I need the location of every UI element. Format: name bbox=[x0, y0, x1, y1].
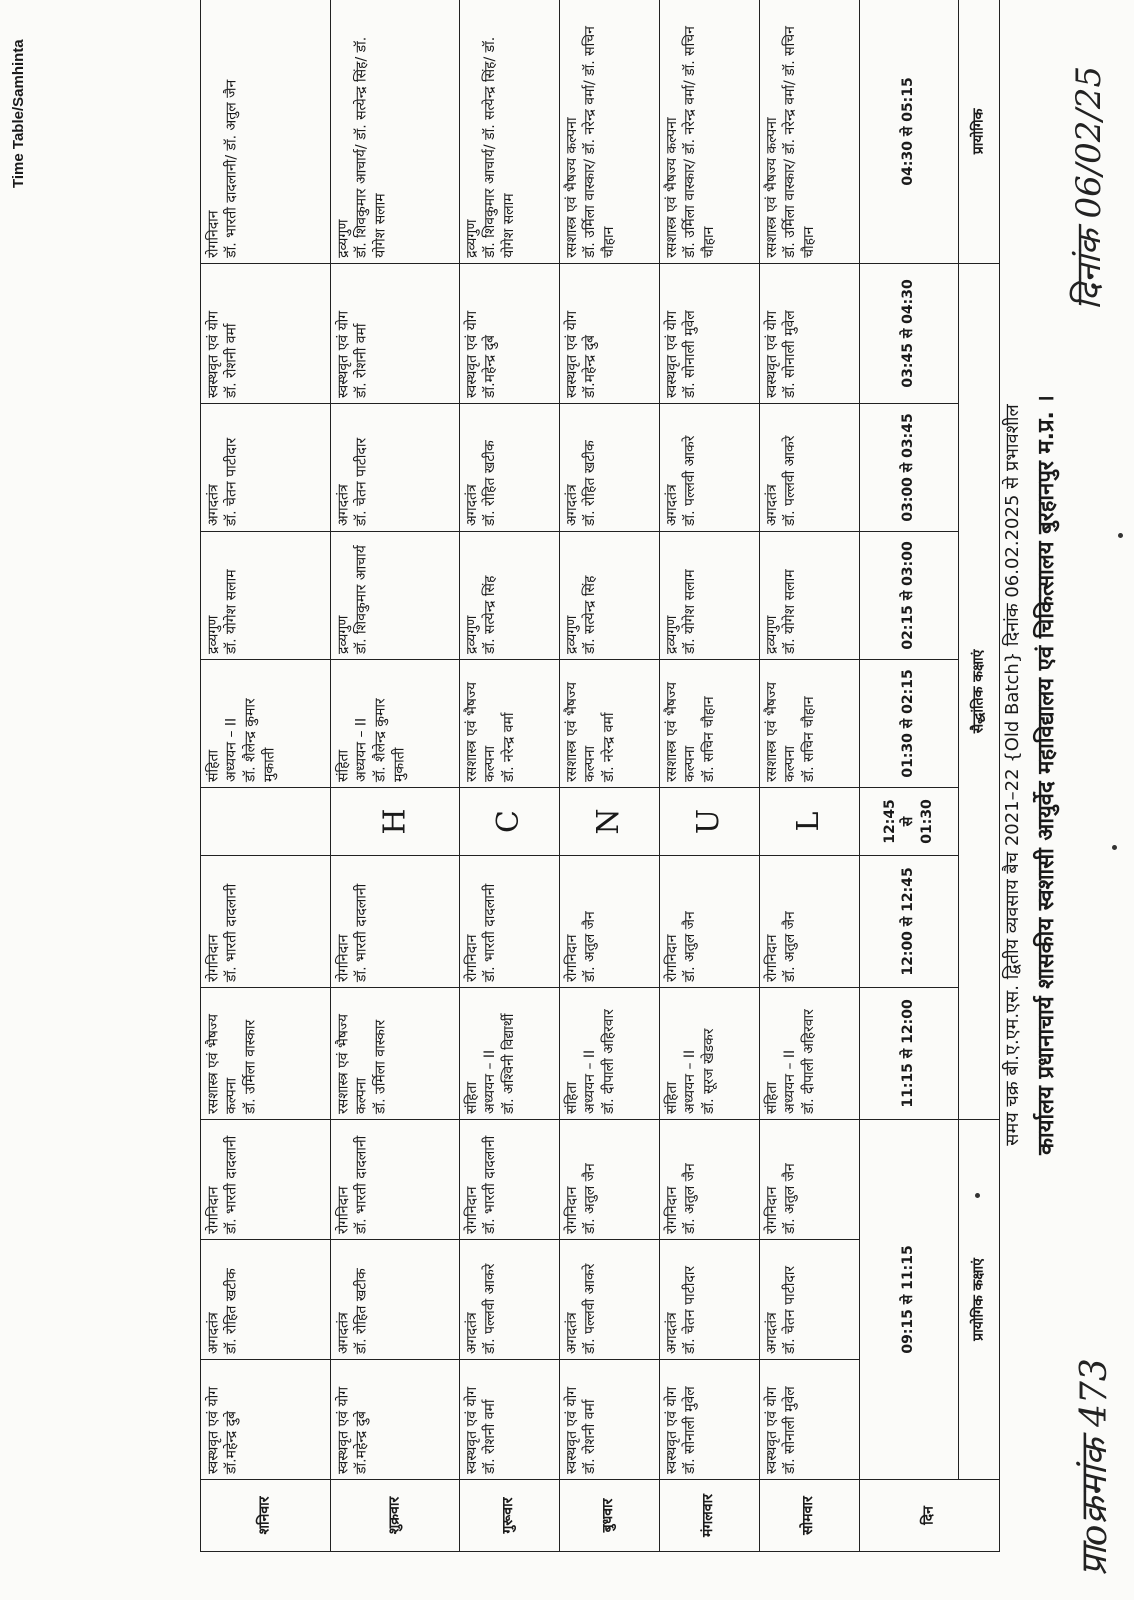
class-line: डॉ. दीपाली अहिरवार bbox=[601, 1009, 618, 1114]
class-line: डॉ.महेन्द्र दुबे bbox=[482, 334, 499, 398]
class-line: संहिता bbox=[563, 1081, 580, 1114]
table-row bbox=[201, 0, 331, 1552]
lunch-cell bbox=[201, 787, 331, 855]
class-line: डॉ. उर्मिला वास्कार/ डॉ. नरेन्द्र वर्मा/ डॉ. सचिन चौहान bbox=[782, 26, 818, 258]
class-line: डॉ. सूरज खेडकर bbox=[701, 1028, 718, 1114]
class-cell bbox=[201, 531, 331, 659]
class-line: रोगनिदान bbox=[763, 934, 780, 982]
class-line: स्वस्थवृत एवं योग bbox=[205, 310, 221, 398]
class-line: डॉ. रोशनी वर्मा bbox=[223, 323, 240, 398]
class-line: डॉ. अतुल जैन bbox=[682, 911, 699, 982]
class-line: डॉ. पल्लवी आकरे bbox=[782, 435, 799, 526]
class-line: डॉ. भारती दादलानी bbox=[353, 1135, 370, 1234]
lunch-cell: H bbox=[330, 787, 460, 855]
class-cell bbox=[559, 987, 659, 1119]
class-line: डॉ. दीपाली अहिरवार bbox=[801, 1009, 818, 1114]
class-line: संहिता bbox=[205, 749, 221, 782]
class-cell bbox=[659, 659, 759, 787]
class-line: डॉ. सोनाली मुवेल bbox=[782, 310, 799, 398]
class-line: स्वस्थवृत एवं योग bbox=[334, 1386, 351, 1474]
class-line: अगदतंत्र bbox=[464, 1312, 481, 1354]
class-line: डॉ. पल्लवी आकरे bbox=[682, 435, 699, 526]
class-line: डॉ. योगेश सलाम bbox=[682, 569, 699, 654]
class-cell bbox=[759, 1119, 859, 1239]
class-line: डॉ. रोशनी वर्मा bbox=[482, 1399, 499, 1474]
class-line: डॉ. सोनाली मुवेल bbox=[682, 310, 699, 398]
day-cell: बुधवार bbox=[559, 1480, 659, 1552]
class-line: डॉ. चेतन पाटीदार bbox=[682, 1265, 699, 1354]
class-line: अगदतंत्र bbox=[334, 484, 351, 526]
class-cell bbox=[759, 1360, 859, 1480]
class-line: स्वस्थवृत एवं योग bbox=[205, 1386, 221, 1474]
class-line: रसशास्त्र एवं भैषज्य कल्पना bbox=[205, 1013, 240, 1114]
class-cell bbox=[559, 1119, 659, 1239]
class-line: डॉ. योगेश सलाम bbox=[223, 569, 240, 654]
class-line: अगदतंत्र bbox=[205, 1312, 221, 1354]
class-cell bbox=[460, 0, 560, 263]
speck bbox=[1118, 533, 1123, 538]
office-title: कार्यालय प्रधानाचार्य शासकीय स्वशासी आयुर्वेद महाविद्यालय एवं चिकित्सालय बुरहानपुर म.प्र. । bbox=[1034, 395, 1059, 1155]
slot-header: 03:45 से 04:30 bbox=[859, 263, 959, 403]
class-cell bbox=[201, 263, 331, 403]
day-cell: मंगलवार bbox=[659, 1480, 759, 1552]
class-line: डॉ. नरेन्द्र वर्मा bbox=[601, 712, 618, 782]
class-line: डॉ. सत्येन्द्र सिंह bbox=[482, 575, 499, 654]
class-line: रोगनिदान bbox=[464, 934, 481, 982]
class-cell bbox=[330, 531, 460, 659]
class-cell bbox=[460, 855, 560, 987]
class-line: द्रव्यगुण bbox=[334, 615, 351, 654]
day-cell: शनिवार bbox=[201, 1480, 331, 1552]
class-line: डॉ. भारती दादलानी bbox=[353, 883, 370, 982]
class-cell bbox=[330, 855, 460, 987]
class-line: रोगनिदान bbox=[205, 1186, 221, 1234]
class-cell bbox=[759, 0, 859, 263]
slot-header: 11:15 से 12:00 bbox=[859, 987, 959, 1119]
class-line: स्वस्थवृत एवं योग bbox=[334, 310, 351, 398]
class-cell bbox=[659, 1119, 759, 1239]
class-line: डॉ. शैलेन्द्र कुमार मुकाती bbox=[372, 698, 408, 782]
class-line: डॉ. अश्विनी विद्यार्थी bbox=[501, 1013, 518, 1114]
class-line: स्वस्थवृत एवं योग bbox=[464, 310, 481, 398]
class-line: द्रव्यगुण bbox=[663, 615, 680, 654]
class-line: डॉ. उर्मिला वास्कार bbox=[372, 1019, 389, 1114]
class-line: डॉ. योगेश सलाम bbox=[782, 569, 799, 654]
class-line: डॉ. रोहित खटीक bbox=[353, 1268, 370, 1354]
class-cell bbox=[659, 987, 759, 1119]
practical-header: प्रायोगिक कक्षाएं bbox=[959, 1119, 1000, 1479]
class-cell bbox=[659, 0, 759, 263]
class-line: रोगनिदान bbox=[205, 210, 221, 258]
class-line: डॉ. रोहित खटीक bbox=[223, 1268, 240, 1354]
class-line: डॉ. रोहित खटीक bbox=[482, 440, 499, 526]
class-line: डॉ. अतुल जैन bbox=[782, 911, 799, 982]
class-cell bbox=[330, 1240, 460, 1360]
class-line: स्वस्थवृत एवं योग bbox=[563, 1386, 580, 1474]
class-cell bbox=[759, 855, 859, 987]
class-line: डॉ.महेन्द्र दुबे bbox=[223, 1410, 240, 1474]
class-line: डॉ. पल्लवी आकरे bbox=[582, 1263, 599, 1354]
class-cell bbox=[559, 0, 659, 263]
class-line: डॉ. नरेन्द्र वर्मा bbox=[501, 712, 518, 782]
day-cell: शुक्रवार bbox=[330, 1480, 460, 1552]
class-line: डॉ. सत्येन्द्र सिंह bbox=[582, 575, 599, 654]
class-line: अध्ययन – II bbox=[682, 1049, 699, 1114]
class-line: डॉ. भारती दादलानी bbox=[482, 883, 499, 982]
class-line: डॉ. रोशनी वर्मा bbox=[582, 1399, 599, 1474]
class-line: डॉ. भारती दादलानी/ डॉ. अतुल जैन bbox=[223, 79, 240, 258]
class-cell bbox=[330, 403, 460, 531]
lunch-cell: N bbox=[559, 787, 659, 855]
class-line: डॉ. सचिन चौहान bbox=[701, 696, 718, 782]
class-line: डॉ. पल्लवी आकरे bbox=[482, 1263, 499, 1354]
class-line: रसशास्त्र एवं भैषज्य कल्पना bbox=[663, 681, 699, 782]
class-cell bbox=[559, 531, 659, 659]
class-line: रसशास्त्र एवं भैषज्य कल्पना bbox=[563, 681, 599, 782]
class-line: डॉ. भारती दादलानी bbox=[482, 1135, 499, 1234]
class-cell bbox=[330, 263, 460, 403]
class-line: डॉ.महेन्द्र दुबे bbox=[353, 1410, 370, 1474]
class-cell bbox=[460, 987, 560, 1119]
class-line: द्रव्यगुण bbox=[464, 219, 481, 258]
class-cell bbox=[460, 263, 560, 403]
timetable-subtitle: समय चक्र बी.ए.एम.एस. द्वितीय व्यवसाय बैच 2021–22 {Old Batch} दिनांक 06.02.2025 से प्रभावशील bbox=[1002, 404, 1023, 1146]
class-line: रसशास्त्र एवं भैषज्य कल्पना bbox=[763, 681, 799, 782]
slot-header: 03:00 से 03:45 bbox=[859, 403, 959, 531]
class-line: डॉ. अतुल जैन bbox=[582, 911, 599, 982]
class-line: द्रव्यगुण bbox=[763, 615, 780, 654]
class-cell bbox=[659, 1360, 759, 1480]
class-cell bbox=[460, 1240, 560, 1360]
class-line: डॉ. शिवकुमार आचार्य/ डॉ. सत्येन्द्र सिंह/ डॉ. योगेश सलाम bbox=[482, 36, 518, 258]
class-cell bbox=[460, 659, 560, 787]
class-line: अगदतंत्र bbox=[763, 1312, 780, 1354]
class-cell bbox=[659, 531, 759, 659]
class-cell bbox=[201, 403, 331, 531]
class-line: डॉ. चेतन पाटीदार bbox=[782, 1265, 799, 1354]
class-cell bbox=[559, 1240, 659, 1360]
class-cell bbox=[330, 1360, 460, 1480]
class-line: रसशास्त्र एवं भैषज्य कल्पना bbox=[663, 117, 680, 258]
lunch-cell: C bbox=[460, 787, 560, 855]
class-cell bbox=[759, 987, 859, 1119]
class-cell bbox=[330, 659, 460, 787]
day-header: दिन bbox=[859, 1480, 999, 1552]
class-line: डॉ. शिवकुमार आचार्य/ डॉ. सत्येन्द्र सिंह/ डॉ. योगेश सलाम bbox=[353, 36, 389, 258]
slot-header: 12:00 से 12:45 bbox=[859, 855, 959, 987]
class-line: रोगनिदान bbox=[334, 934, 351, 982]
class-cell bbox=[330, 987, 460, 1119]
class-cell bbox=[559, 403, 659, 531]
class-line: द्रव्यगुण bbox=[334, 219, 351, 258]
class-line: द्रव्यगुण bbox=[205, 615, 221, 654]
class-line: अगदतंत्र bbox=[563, 1312, 580, 1354]
slot-header: 12:45 से 01:30 bbox=[859, 787, 959, 855]
class-cell bbox=[460, 403, 560, 531]
class-cell bbox=[201, 855, 331, 987]
class-line: डॉ. भारती दादलानी bbox=[223, 1135, 240, 1234]
class-line: डॉ. सोनाली मुवेल bbox=[682, 1386, 699, 1474]
table-row bbox=[759, 0, 859, 1552]
class-cell bbox=[759, 263, 859, 403]
class-line: अध्ययन – II bbox=[582, 1049, 599, 1114]
class-line: अगदतंत्र bbox=[563, 484, 580, 526]
class-cell bbox=[759, 659, 859, 787]
practical-last-header: प्रायोगिक bbox=[959, 0, 1000, 263]
class-cell bbox=[659, 403, 759, 531]
class-cell bbox=[559, 659, 659, 787]
class-line: डॉ. उर्मिला वास्कार/ डॉ. नरेन्द्र वर्मा/ डॉ. सचिन चौहान bbox=[582, 26, 618, 258]
class-cell bbox=[759, 531, 859, 659]
class-cell bbox=[559, 855, 659, 987]
theory-header: सैद्धांतिक कक्षाएं bbox=[959, 263, 1000, 1119]
class-line: रसशास्त्र एवं भैषज्य कल्पना bbox=[563, 117, 580, 258]
class-cell bbox=[759, 403, 859, 531]
class-line: रोगनिदान bbox=[763, 1186, 780, 1234]
class-line: स्वस्थवृत एवं योग bbox=[763, 1386, 780, 1474]
slot-header: 04:30 से 05:15 bbox=[859, 0, 959, 263]
class-line: रसशास्त्र एवं भैषज्य कल्पना bbox=[334, 1013, 370, 1114]
table-row bbox=[659, 0, 759, 1552]
class-cell bbox=[201, 1240, 331, 1360]
class-cell bbox=[759, 1240, 859, 1360]
class-line: डॉ. उर्मिला वास्कार/ डॉ. नरेन्द्र वर्मा/ डॉ. सचिन चौहान bbox=[682, 26, 718, 258]
class-cell bbox=[330, 0, 460, 263]
class-line: डॉ. अतुल जैन bbox=[782, 1163, 799, 1234]
class-cell bbox=[201, 1119, 331, 1239]
class-line: डॉ. सोनाली मुवेल bbox=[782, 1386, 799, 1474]
class-line: डॉ. उर्मिला वास्कार bbox=[242, 1019, 259, 1114]
class-line: स्वस्थवृत एवं योग bbox=[663, 1386, 680, 1474]
class-cell bbox=[201, 0, 331, 263]
class-line: रोगनिदान bbox=[205, 934, 221, 982]
class-line: डॉ. रोहित खटीक bbox=[582, 440, 599, 526]
handwritten-reference-number: प्राoक्रमांक 473 bbox=[1074, 1358, 1115, 1576]
lunch-cell: U bbox=[659, 787, 759, 855]
table-row bbox=[330, 0, 460, 1552]
class-line: डॉ. चेतन पाटीदार bbox=[353, 437, 370, 526]
slot-header: 02:15 से 03:00 bbox=[859, 531, 959, 659]
class-cell bbox=[201, 659, 331, 787]
table-row bbox=[559, 0, 659, 1552]
class-line: रसशास्त्र एवं भैषज्य कल्पना bbox=[763, 117, 780, 258]
class-cell bbox=[460, 1119, 560, 1239]
class-line: संहिता bbox=[334, 749, 351, 782]
class-line: द्रव्यगुण bbox=[464, 615, 481, 654]
class-cell bbox=[559, 1360, 659, 1480]
class-line: रोगनिदान bbox=[563, 934, 580, 982]
day-cell: सोमवार bbox=[759, 1480, 859, 1552]
class-line: डॉ. अतुल जैन bbox=[582, 1163, 599, 1234]
class-line: अगदतंत्र bbox=[663, 484, 680, 526]
class-line: अध्ययन – II bbox=[223, 717, 240, 782]
footer-label: Time Table/Samhinta bbox=[10, 39, 27, 188]
class-line: रसशास्त्र एवं भैषज्य कल्पना bbox=[464, 681, 499, 782]
class-cell bbox=[201, 1360, 331, 1480]
class-line: डॉ. अतुल जैन bbox=[682, 1163, 699, 1234]
class-line: रोगनिदान bbox=[663, 934, 680, 982]
class-cell bbox=[460, 531, 560, 659]
class-line: अध्ययन – II bbox=[782, 1049, 799, 1114]
class-line: रोगनिदान bbox=[334, 1186, 351, 1234]
class-line: अगदतंत्र bbox=[464, 484, 481, 526]
day-cell: गुरूवार bbox=[460, 1480, 560, 1552]
class-line: अध्ययन – II bbox=[482, 1049, 499, 1114]
class-line: अध्ययन – II bbox=[353, 717, 370, 782]
class-line: रोगनिदान bbox=[563, 1186, 580, 1234]
class-line: द्रव्यगुण bbox=[563, 615, 580, 654]
table-row bbox=[460, 0, 560, 1552]
class-line: अगदतंत्र bbox=[334, 1312, 351, 1354]
class-line: रोगनिदान bbox=[464, 1186, 481, 1234]
class-cell bbox=[659, 855, 759, 987]
class-line: संहिता bbox=[464, 1081, 481, 1114]
slot-header: 09:15 से 11:15 bbox=[859, 1119, 959, 1479]
class-line: रोगनिदान bbox=[663, 1186, 680, 1234]
class-cell bbox=[659, 263, 759, 403]
class-cell bbox=[659, 1240, 759, 1360]
class-line: डॉ. शिवकुमार आचार्य bbox=[353, 545, 370, 654]
speck bbox=[1112, 845, 1117, 850]
class-line: डॉ. रोशनी वर्मा bbox=[353, 323, 370, 398]
class-line: संहिता bbox=[763, 1081, 780, 1114]
class-cell bbox=[460, 1360, 560, 1480]
class-line: अगदतंत्र bbox=[763, 484, 780, 526]
class-line: स्वस्थवृत एवं योग bbox=[763, 310, 780, 398]
class-line: डॉ. चेतन पाटीदार bbox=[223, 437, 240, 526]
class-line: डॉ. भारती दादलानी bbox=[223, 883, 240, 982]
class-cell bbox=[330, 1119, 460, 1239]
class-line: स्वस्थवृत एवं योग bbox=[464, 1386, 481, 1474]
handwritten-date: दिनांक 06/02/25 bbox=[1069, 65, 1109, 310]
class-line: संहिता bbox=[663, 1081, 680, 1114]
slot-header: 01:30 से 02:15 bbox=[859, 659, 959, 787]
class-line: अगदतंत्र bbox=[663, 1312, 680, 1354]
class-line: स्वस्थवृत एवं योग bbox=[663, 310, 680, 398]
class-cell bbox=[559, 263, 659, 403]
class-line: डॉ.महेन्द्र दुबे bbox=[582, 334, 599, 398]
lunch-cell: L bbox=[759, 787, 859, 855]
class-line: अगदतंत्र bbox=[205, 484, 221, 526]
class-line: स्वस्थवृत एवं योग bbox=[563, 310, 580, 398]
class-cell bbox=[201, 987, 331, 1119]
timetable-table bbox=[200, 0, 1000, 1552]
class-line: डॉ. शैलेन्द्र कुमार मुकाती bbox=[242, 698, 278, 782]
class-line: डॉ. सचिन चौहान bbox=[801, 696, 818, 782]
